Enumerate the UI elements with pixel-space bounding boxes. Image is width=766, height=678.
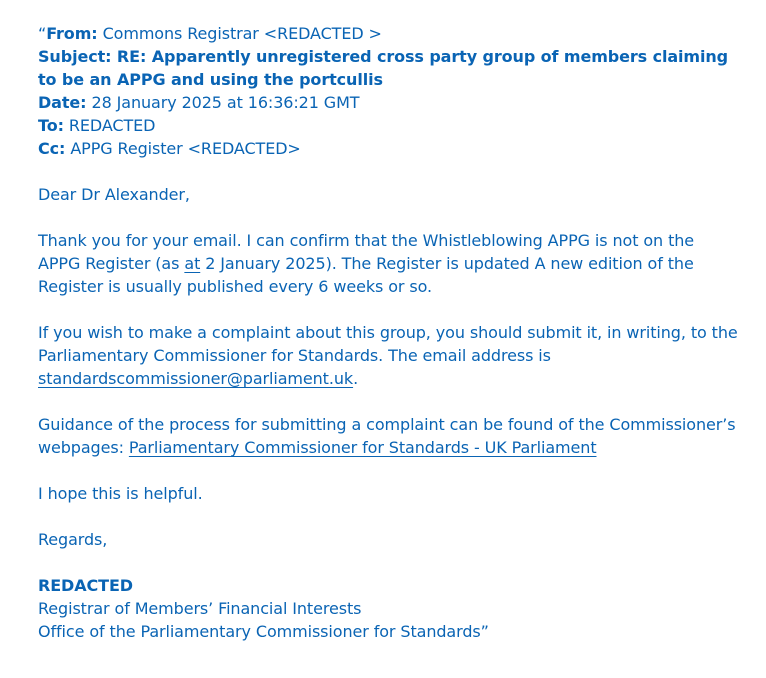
open-quote: “ bbox=[38, 24, 47, 43]
para2-text-a: If you wish to make a complaint about this group, you should submit it, in writing, to the Parliamentary Commissioner for Standards. The email address is bbox=[38, 323, 738, 365]
from-label: From: bbox=[46, 24, 98, 43]
para2-text-b: . bbox=[353, 369, 359, 388]
spacer bbox=[38, 160, 738, 183]
spacer bbox=[38, 206, 738, 229]
at-link[interactable]: at bbox=[184, 254, 201, 273]
signature-name: REDACTED bbox=[38, 576, 133, 595]
spacer bbox=[38, 390, 738, 413]
subject-value: RE: Apparently unregistered cross party group of members claiming to be an APPG and using the portcullis bbox=[38, 47, 729, 89]
signoff: Regards, bbox=[38, 530, 108, 549]
spacer bbox=[38, 505, 738, 528]
subject-line bbox=[38, 45, 738, 91]
closing-note: I hope this is helpful. bbox=[38, 484, 203, 503]
paragraph-complaint bbox=[38, 321, 738, 390]
email-body bbox=[38, 22, 738, 643]
date-line bbox=[38, 91, 738, 114]
cc-value: APPG Register <REDACTED> bbox=[70, 139, 301, 158]
para3-text-a: Guidance of the process for submitting a complaint can be found of the Commissioner’s webpages: bbox=[38, 415, 736, 457]
signature-office bbox=[38, 620, 738, 643]
paragraph-guidance bbox=[38, 413, 738, 459]
signature-office-text: Office of the Parliamentary Commissioner for Standards bbox=[38, 622, 481, 641]
paragraph-confirmation bbox=[38, 229, 738, 298]
to-value: REDACTED bbox=[68, 116, 156, 135]
subject-label: Subject: bbox=[38, 47, 112, 66]
cc-line bbox=[38, 137, 738, 160]
signature-title: Registrar of Members’ Financial Interests bbox=[38, 599, 362, 618]
spacer bbox=[38, 459, 738, 482]
close-quote: ” bbox=[480, 622, 489, 641]
date-value: 28 January 2025 at 16:36:21 GMT bbox=[91, 93, 360, 112]
greeting: Dear Dr Alexander, bbox=[38, 185, 190, 204]
para1-text-a: Thank you for your email. I can confirm that the Whistleblowing APPG is not on the APPG Register (as bbox=[38, 231, 695, 273]
para1-text-b: 2 January 2025). The Register is updated A new edition of the Register is usually published every 6 weeks or so. bbox=[38, 254, 694, 296]
spacer bbox=[38, 551, 738, 574]
cc-label: Cc: bbox=[38, 139, 66, 158]
commissioner-email-link[interactable]: standardscommissioner@parliament.uk bbox=[38, 369, 354, 388]
to-label: To: bbox=[38, 116, 64, 135]
spacer bbox=[38, 298, 738, 321]
commissioner-webpage-link[interactable]: Parliamentary Commissioner for Standards - UK Parliament bbox=[128, 438, 597, 457]
from-value: Commons Registrar <REDACTED > bbox=[102, 24, 382, 43]
from-line bbox=[38, 22, 738, 45]
date-label: Date: bbox=[38, 93, 87, 112]
to-line bbox=[38, 114, 738, 137]
